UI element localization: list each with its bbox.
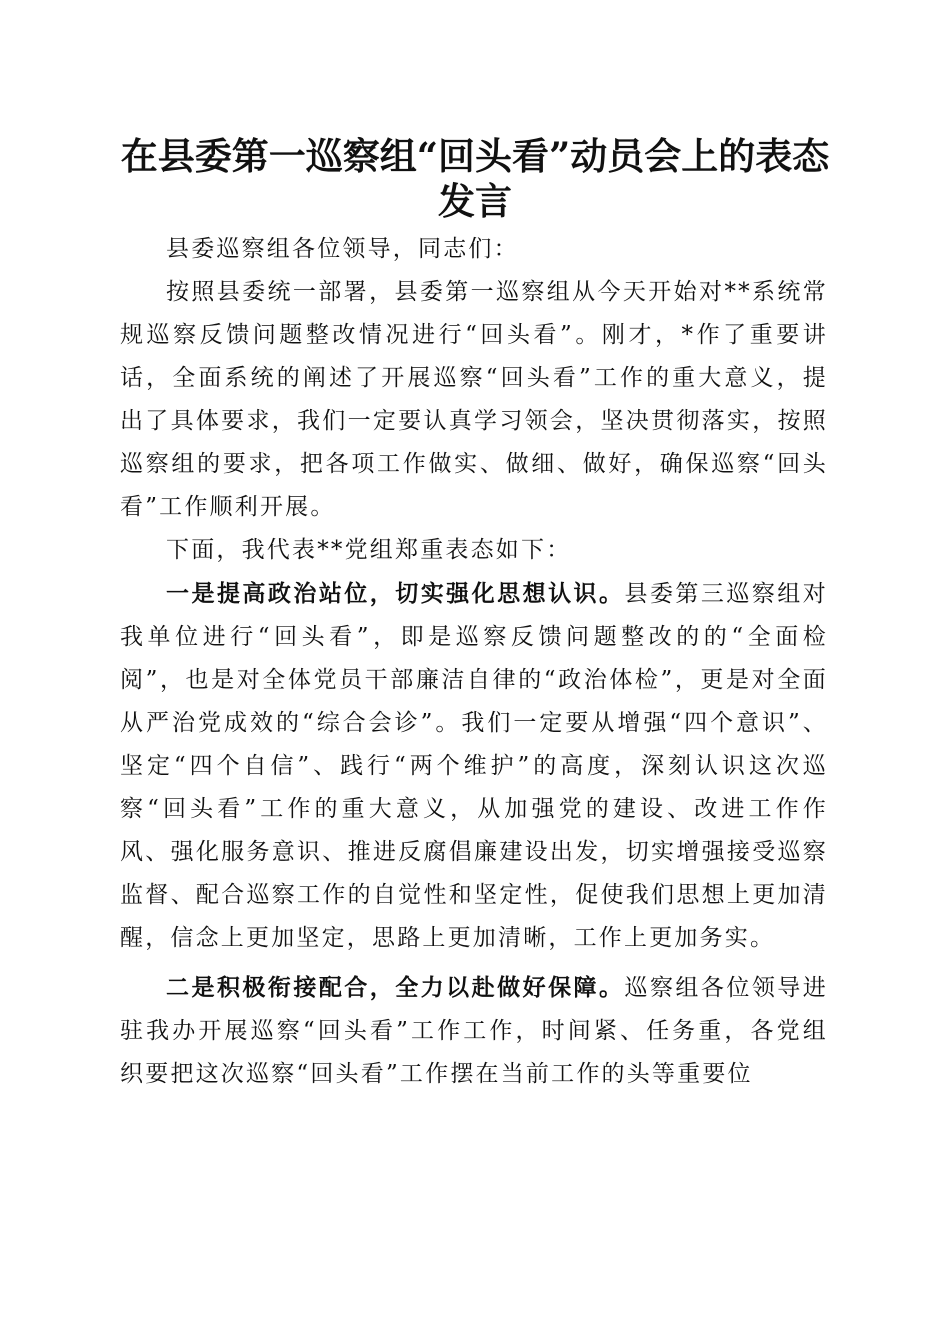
- document-title: 在县委第一巡察组“回头看”动员会上的表态发言: [120, 134, 830, 223]
- paragraph-statement: 下面，我代表**党组郑重表态如下：: [166, 537, 572, 563]
- document-body: [120, 228, 828, 1096]
- salutation: 县委巡察组各位领导，同志们：: [166, 236, 519, 262]
- section-one-heading: 一是提高政治站位，切实强化思想认识。: [166, 580, 625, 607]
- paragraph-intro: 按照县委统一部署，县委第一巡察组从今天开始对**系统常规巡察反馈问题整改情况进行“回头看”。刚才，*作了重要讲话，全面系统的阐述了开展巡察“回头看”工作的重大意义，提出了具体要求，我们一定要认真学习领会，坚决贯彻落实，按照巡察组的要求，把各项工作做实、做细、做好，确保巡察“回头看”工作顺利开展。: [120, 279, 828, 520]
- section-one-text: 县委第三巡察组对我单位进行“回头看”，即是巡察反馈问题整改的的“全面检阅”，也是对全体党员干部廉洁自律的“政治体检”，更是对全面从严治党成效的“综合会诊”。我们一定要从增强“四个意识”、坚定“四个自信”、践行“两个维护”的高度，深刻认识这次巡察“回头看”工作的重大意义，从加强党的建设、改进工作作风、强化服务意识、推进反腐倡廉建设出发，切实增强接受巡察监督、配合巡察工作的自觉性和坚定性，促使我们思想上更加清醒，信念上更加坚定，思路上更加清晰，工作上更加务实。: [120, 581, 828, 951]
- section-two-text: 巡察组各位领导进驻我办开展巡察“回头看”工作工作，时间紧、任务重，各党组织要把这次巡察“回头看”工作摆在当前工作的头等重要位: [120, 975, 828, 1087]
- section-two: [120, 966, 828, 1096]
- section-one: [120, 572, 828, 960]
- section-two-heading: 二是积极衔接配合，全力以赴做好保障。: [166, 974, 625, 1001]
